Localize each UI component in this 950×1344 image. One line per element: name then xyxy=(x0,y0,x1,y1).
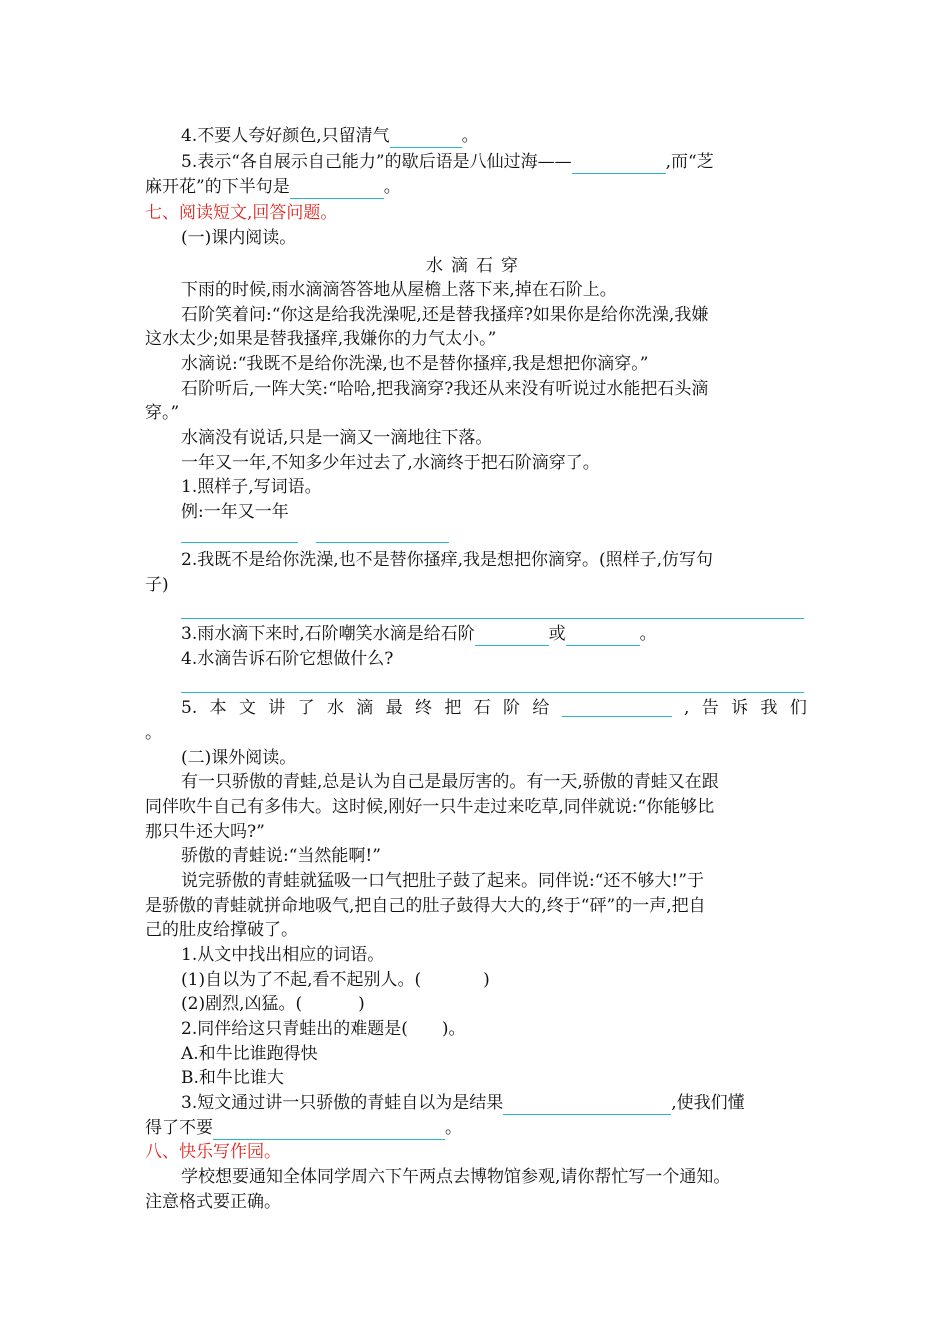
passage2-p3a: 说完骄傲的青蛙就猛吸一口气把肚子鼓了起来。同伴说:“还不够大!”于 xyxy=(181,871,704,891)
p1-q5-char: 给 xyxy=(532,698,550,718)
p1-q3-or: 或 xyxy=(548,624,566,644)
p1-q5-end: 。 xyxy=(145,723,162,743)
p1-q1-blank-1[interactable] xyxy=(181,542,298,543)
passage1-p3: 水滴说:“我既不是给你洗澡,也不是替你搔痒,我是想把你滴穿。” xyxy=(181,354,649,374)
p2-q2-text: 2.同伴给这只青蛙出的难题是( xyxy=(181,1019,408,1039)
passage1-p6: 一年又一年,不知多少年过去了,水滴终于把石阶滴穿了。 xyxy=(181,453,600,473)
passage2-p3b: 是骄傲的青蛙就拼命地吸气,把自己的肚子鼓得大大的,终于“砰”的一声,把自 xyxy=(145,896,706,916)
p1-q3-blank-1[interactable] xyxy=(475,625,549,646)
p1-q5-char: 水 xyxy=(326,698,344,718)
passage1-p4a: 石阶听后,一阵大笑:“哈哈,把我滴穿?我还从来没有听说过水能把石头滴 xyxy=(181,379,709,399)
part1-label: (一)课内阅读。 xyxy=(181,228,297,248)
p1-q1-blank-2[interactable] xyxy=(316,542,449,543)
passage1-p5: 水滴没有说话,只是一滴又一滴地往下落。 xyxy=(181,428,493,448)
p2-q1: 1.从文中找出相应的词语。 xyxy=(181,945,385,965)
p1-q1-example: 例:一年又一年 xyxy=(181,502,289,522)
p1-q2: 2.我既不是给你洗澡,也不是替你搔痒,我是想把你滴穿。(照样子,仿写句 xyxy=(181,550,714,570)
passage1-title: 水滴石穿 xyxy=(426,256,526,276)
p1-q5-char: 本 xyxy=(209,698,227,718)
p1-q3-blank-2[interactable] xyxy=(566,625,640,646)
p2-q1-b-text: (2)剧烈,凶猛。( xyxy=(181,994,303,1014)
passage2-p1b: 同伴吹牛自己有多伟大。这时候,刚好一只牛走过来吃草,同伴就说:“你能够比 xyxy=(145,797,715,817)
passage1-p2a: 石阶笑着问:“你这是给我洗澡呢,还是替我搔痒?如果你是给你洗澡,我嫌 xyxy=(181,305,709,325)
p1-q5-char: 文 xyxy=(238,698,256,718)
p1-q1: 1.照样子,写词语。 xyxy=(181,477,322,497)
p2-q3-blank-1[interactable] xyxy=(503,1094,671,1115)
s6-q5 xyxy=(181,150,714,174)
s6-q5-text: 5.表示“各自展示自己能力”的歇后语是八仙过海—— xyxy=(181,152,572,172)
passage2-p1c: 那只牛还大吗?” xyxy=(145,822,265,842)
p1-q2-cont: 子) xyxy=(145,575,169,595)
p2-q3-mid: ,使我们懂 xyxy=(671,1093,745,1113)
section8-prompt-2: 注意格式要正确。 xyxy=(145,1192,281,1212)
p1-q5-char: 把 xyxy=(444,698,462,718)
passage1-p2b: 这水太少;如果是替我搔痒,我嫌你的力气太小。” xyxy=(145,329,497,349)
p2-q1-b-close: ) xyxy=(358,994,365,1014)
s6-q4-blank[interactable] xyxy=(390,127,462,148)
p1-q5-char: 们 xyxy=(789,698,807,718)
passage2-p3c: 己的肚皮给撑破了。 xyxy=(145,920,298,940)
p1-q5-char: 5. xyxy=(181,698,198,718)
section8-heading: 八、快乐写作园。 xyxy=(145,1142,281,1162)
p1-q5-char: 终 xyxy=(414,698,432,718)
p1-q5-char: 告 xyxy=(701,698,719,718)
p1-q5-char: 滴 xyxy=(356,698,374,718)
p1-q5-char: 阶 xyxy=(503,698,521,718)
passage2-p2: 骄傲的青蛙说:“当然能啊!” xyxy=(181,846,381,866)
p2-q1-a-text: (1)自以为了不起,看不起别人。( xyxy=(181,970,422,990)
s6-q5-blank-1[interactable] xyxy=(572,153,666,174)
s6-q4-end: 。 xyxy=(461,126,479,146)
p1-q3-end: 。 xyxy=(639,624,657,644)
s6-q5-blank-2[interactable] xyxy=(290,178,384,199)
p2-q3 xyxy=(181,1091,745,1115)
p1-q5-comma: , xyxy=(684,698,690,718)
passage1-p1: 下雨的时候,雨水滴滴答答地从屋檐上落下来,掉在石阶上。 xyxy=(181,280,617,300)
s6-q5-mid: ,而“芝 xyxy=(665,152,714,172)
p1-q5 xyxy=(181,696,807,720)
p1-q3-text: 3.雨水滴下来时,石阶嘲笑水滴是给石阶 xyxy=(181,624,475,644)
p2-q1-a xyxy=(181,968,490,992)
p2-q3-text: 3.短文通过讲一只骄傲的青蛙自以为是结果 xyxy=(181,1093,504,1113)
part2-label: (二)课外阅读。 xyxy=(181,748,297,768)
p1-q2-answer-line[interactable] xyxy=(181,618,804,619)
p1-q5-char: 我 xyxy=(760,698,778,718)
p1-q5-char: 最 xyxy=(385,698,403,718)
p1-q5-char: 了 xyxy=(297,698,315,718)
p1-q5-char: 石 xyxy=(473,698,491,718)
s6-q5-line2-text: 麻开花”的下半句是 xyxy=(145,177,290,197)
s6-q5-end: 。 xyxy=(383,177,401,197)
passage1-p4b: 穿。” xyxy=(145,403,180,423)
passage2-p1a: 有一只骄傲的青蛙,总是认为自己是最厉害的。有一天,骄傲的青蛙又在跟 xyxy=(181,772,719,792)
p2-q3-blank-2[interactable] xyxy=(213,1119,445,1140)
p2-q3-line2-text: 得了不要 xyxy=(145,1118,213,1138)
p2-q1-a-close: ) xyxy=(483,970,490,990)
p1-q5-blank[interactable] xyxy=(562,696,672,717)
s6-q5-line2 xyxy=(145,175,401,199)
section8-prompt-1: 学校想要通知全体同学周六下午两点去博物馆参观,请你帮忙写一个通知。 xyxy=(181,1167,731,1187)
p2-q2-option-a[interactable]: A.和牛比谁跑得快 xyxy=(181,1044,318,1064)
p1-q4-answer-line[interactable] xyxy=(181,692,804,693)
p2-q2-option-b[interactable]: B.和牛比谁大 xyxy=(181,1068,284,1088)
p2-q1-b xyxy=(181,992,365,1016)
p2-q3-line2 xyxy=(145,1116,462,1140)
p2-q3-end: 。 xyxy=(445,1118,462,1138)
s6-q4 xyxy=(181,124,479,148)
p1-q4: 4.水滴告诉石阶它想做什么? xyxy=(181,649,394,669)
s6-q4-text: 4.不要人夸好颜色,只留清气 xyxy=(181,126,390,146)
p2-q2 xyxy=(181,1017,466,1041)
p1-q5-char: 讲 xyxy=(268,698,286,718)
p2-q2-close: )。 xyxy=(441,1019,466,1039)
p1-q5-char: 诉 xyxy=(731,698,749,718)
section7-heading: 七、阅读短文,回答问题。 xyxy=(145,203,338,223)
p1-q3 xyxy=(181,622,657,646)
